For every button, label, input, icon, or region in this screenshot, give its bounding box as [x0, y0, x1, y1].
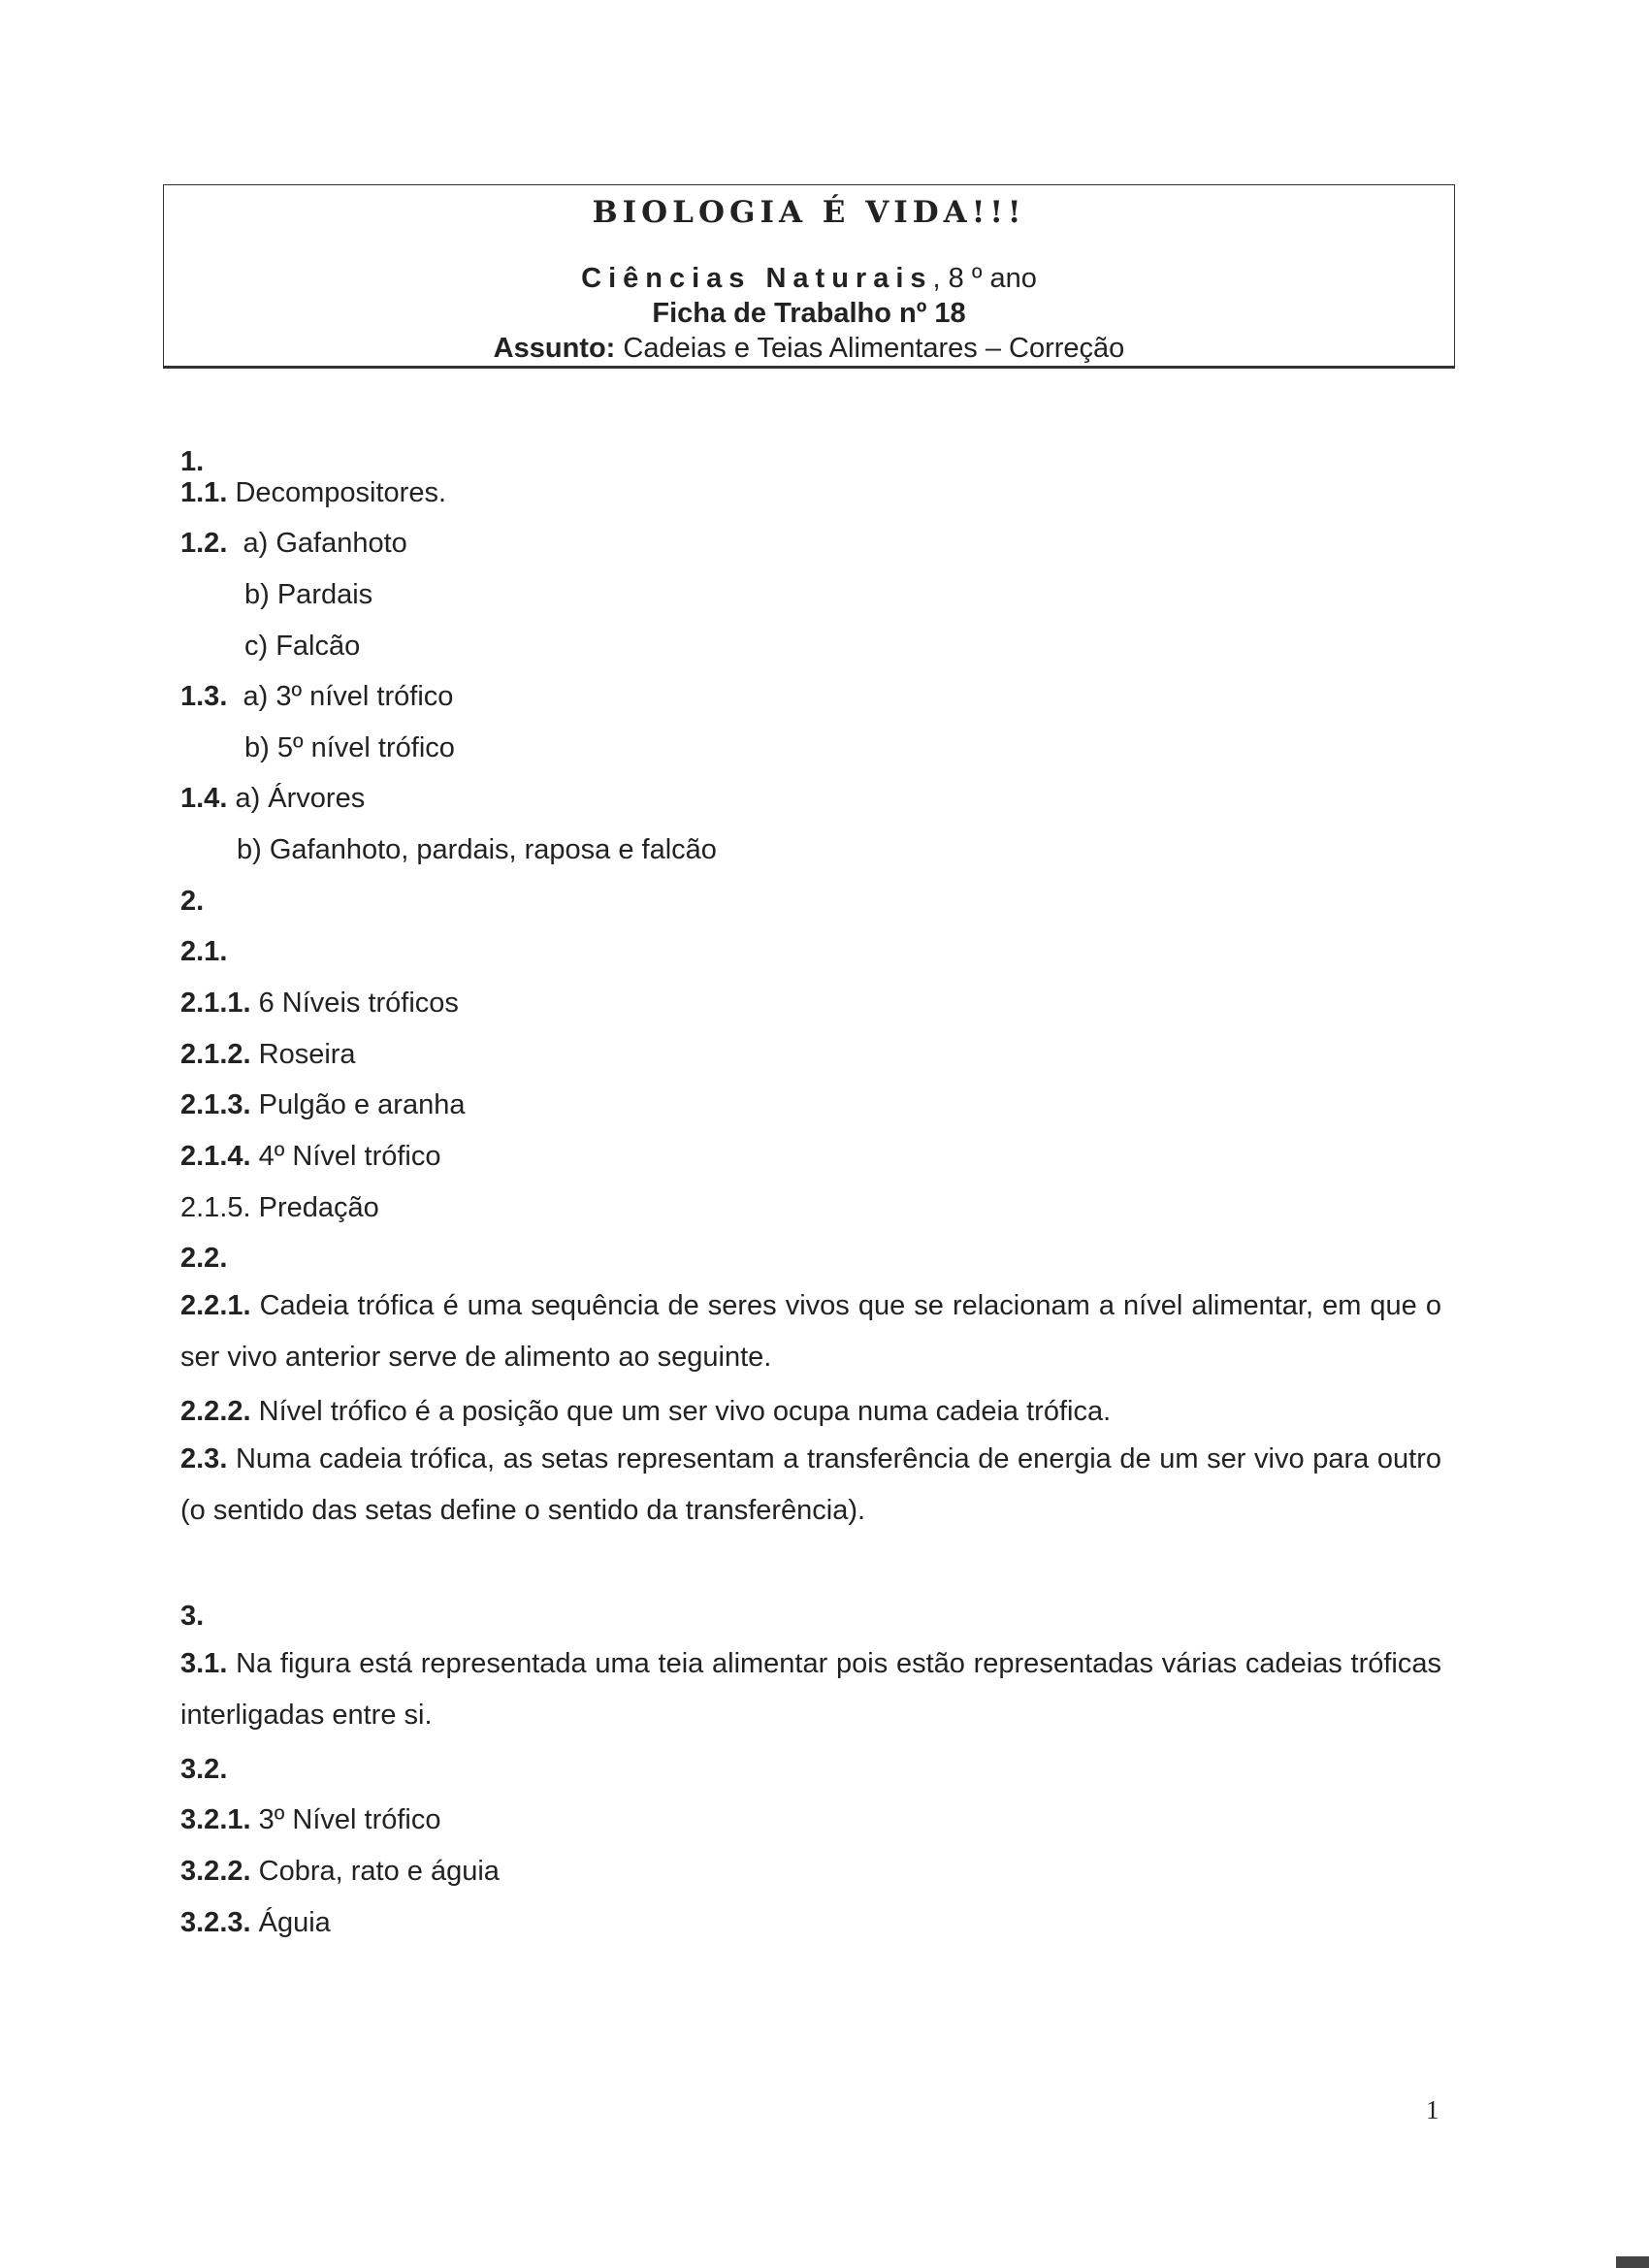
answer-2-2: 2.2.: [180, 1243, 228, 1274]
answer-1: 1.: [180, 446, 205, 477]
scan-corner-mark: [1616, 2256, 1649, 2268]
answer-1-2-c: c) Falcão: [244, 631, 361, 662]
answer-2-1: 2.1.: [180, 936, 228, 967]
topic-label: Assunto:: [493, 333, 616, 364]
answer-2-2-1: 2.2.1. Cadeia trófica é uma sequência de seres vivos que se relacionam a nível alimentar, em que o ser vivo anterior serve de alimento ao seguinte.: [180, 1290, 1441, 1373]
answer-1-3-b: b) 5º nível trófico: [244, 732, 455, 763]
topic: Cadeias e Teias Alimentares – Correção: [623, 333, 1125, 364]
answer-2-1-3: 2.1.3. Pulgão e aranha: [180, 1089, 466, 1120]
answer-2-1-2: 2.1.2. Roseira: [180, 1039, 356, 1070]
answer-2-1-1: 2.1.1. 6 Níveis tróficos: [180, 988, 459, 1019]
answer-1-3: 1.3. a) 3º nível trófico: [180, 681, 454, 712]
answer-2-1-5: 2.1.5. Predação: [180, 1192, 379, 1223]
answer-3-2-3: 3.2.3. Águia: [180, 1907, 331, 1938]
subject-name: Ciências Naturais: [581, 263, 933, 294]
answer-3-1: 3.1. Na figura está representada uma teia alimentar pois estão representadas várias cadeias tróficas interligadas entre si.: [180, 1648, 1441, 1731]
grade: , 8 º ano: [932, 263, 1037, 294]
answer-1-4-b: b) Gafanhoto, pardais, raposa e falcão: [237, 834, 717, 865]
header-box: [163, 184, 1455, 369]
answer-3-2-1: 3.2.1. 3º Nível trófico: [180, 1804, 441, 1835]
subject-line: [164, 263, 1454, 295]
answer-1-2: 1.2. a) Gafanhoto: [180, 528, 407, 559]
answer-2-2-2: 2.2.2. Nível trófico é a posição que um ser vivo ocupa numa cadeia trófica.: [180, 1396, 1112, 1427]
answer-1-4: 1.4. a) Árvores: [180, 783, 366, 814]
document-title: BIOLOGIA É VIDA!!!: [592, 195, 1026, 230]
page-number: 1: [1426, 2095, 1439, 2124]
answer-1-1: 1.1. Decompositores.: [180, 477, 447, 508]
answer-1-2-b: b) Pardais: [244, 579, 373, 610]
answer-3-2: 3.2.: [180, 1754, 228, 1785]
answer-3-2-2: 3.2.2. Cobra, rato e águia: [180, 1856, 500, 1887]
answer-2-3: 2.3. Numa cadeia trófica, as setas representam a transferência de energia de um ser vivo para outro (o sentido das setas define o sentido da transferência).: [180, 1443, 1441, 1526]
answer-3: 3.: [180, 1601, 205, 1632]
answer-2: 2.: [180, 886, 205, 917]
topic-line: [164, 333, 1454, 365]
worksheet-number: Ficha de Trabalho nº 18: [652, 298, 966, 329]
answer-2-1-4: 2.1.4. 4º Nível trófico: [180, 1141, 441, 1172]
